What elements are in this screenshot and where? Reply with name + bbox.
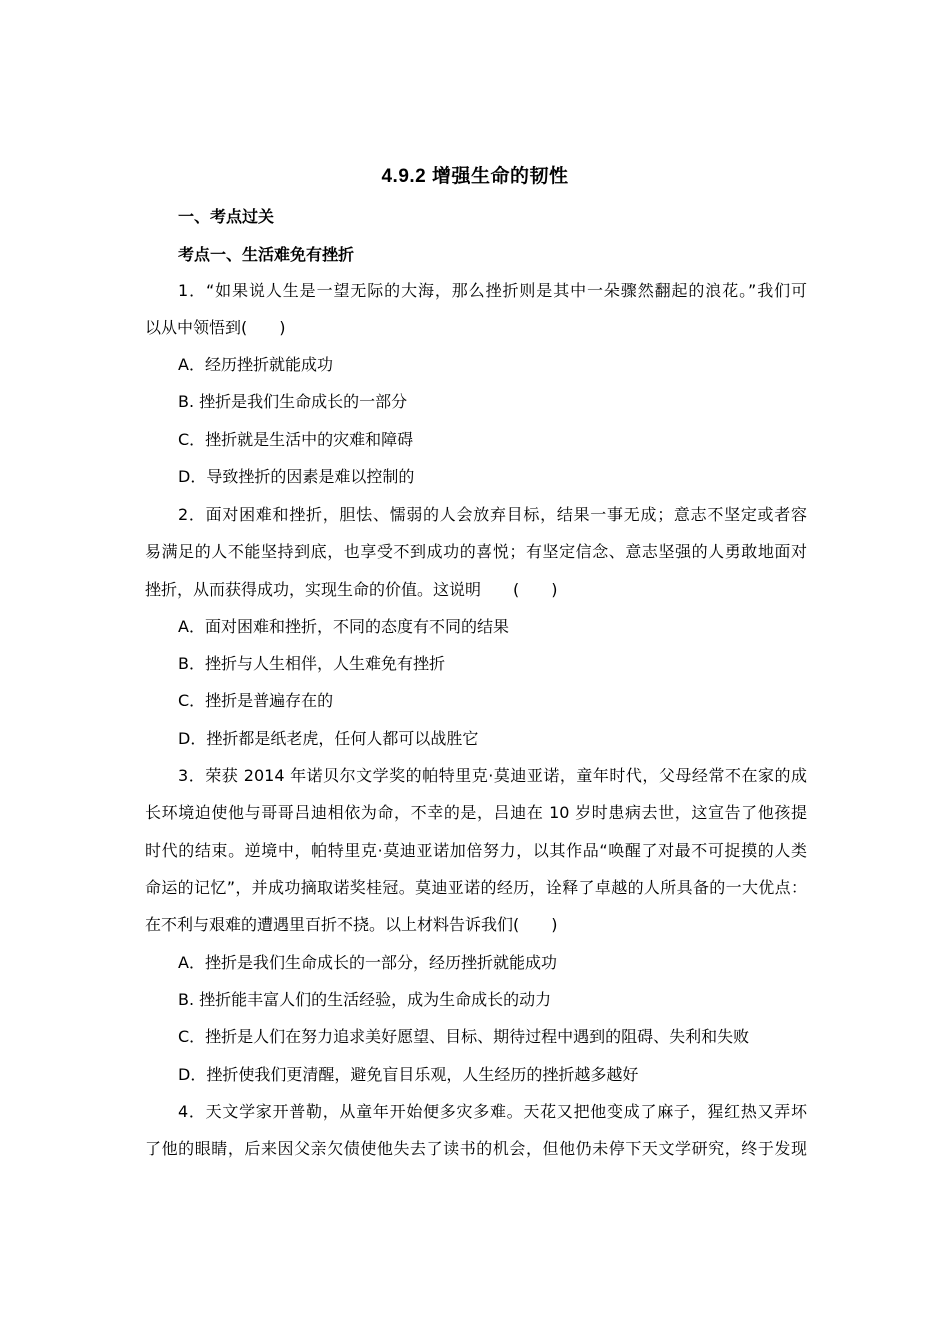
question-3-line-2: 长环境迫使他与哥哥吕迪相依为命，不幸的是，吕迪在 10 岁时患病去世，这宣告了他孩提 <box>145 803 807 822</box>
question-4-line-1: 4．天文学家开普勒，从童年开始便多灾多难。天花又把他变成了麻子，猩红热又弄坏 <box>178 1102 807 1121</box>
question-2-option-c: C．挫折是普遍存在的 <box>178 691 334 710</box>
question-2-line-2: 易满足的人不能坚持到底，也享受不到成功的喜悦；有坚定信念、意志坚强的人勇敢地面对 <box>145 542 807 561</box>
question-1-option-b: B. 挫折是我们生命成长的一部分 <box>178 392 408 411</box>
question-1-line-2: 以从中领悟到( ) <box>145 318 286 337</box>
question-3-option-c: C．挫折是人们在努力追求美好愿望、目标、期待过程中遇到的阻碍、失利和失败 <box>178 1027 750 1046</box>
question-2-option-d: D．挫折都是纸老虎，任何人都可以战胜它 <box>178 729 479 748</box>
question-1-option-a: A．经历挫折就能成功 <box>178 355 333 374</box>
question-3-option-b: B. 挫折能丰富人们的生活经验，成为生命成长的动力 <box>178 990 552 1009</box>
question-3-line-5: 在不利与艰难的遭遇里百折不挠。以上材料告诉我们( ) <box>145 915 558 934</box>
question-3-line-3: 时代的结束。逆境中，帕特里克·莫迪亚诺加倍努力，以其作品“唤醒了对最不可捉摸的人类 <box>145 841 807 860</box>
question-3-line-4: 命运的记忆”，并成功摘取诺奖桂冠。莫迪亚诺的经历，诠释了卓越的人所具备的一大优点： <box>145 878 807 897</box>
question-3-option-a: A．挫折是我们生命成长的一部分，经历挫折就能成功 <box>178 953 557 972</box>
question-4-line-2: 了他的眼睛，后来因父亲欠债使他失去了读书的机会，但他仍未停下天文学研究，终于发现 <box>145 1139 807 1158</box>
question-2-option-a: A．面对困难和挫折，不同的态度有不同的结果 <box>178 617 509 636</box>
question-2-option-b: B．挫折与人生相伴，人生难免有挫折 <box>178 654 445 673</box>
question-1-line-1: 1．“如果说人生是一望无际的大海，那么挫折则是其中一朵骤然翻起的浪花。”我们可 <box>178 281 807 300</box>
page-title: 4.9.2 增强生命的韧性 <box>381 166 569 187</box>
question-2-line-3: 挫折，从而获得成功，实现生命的价值。这说明 ( ) <box>145 580 558 599</box>
question-3-line-1: 3．荣获 2014 年诺贝尔文学奖的帕特里克·莫迪亚诺，童年时代，父母经常不在家的成 <box>178 766 807 785</box>
question-1-option-d: D．导致挫折的因素是难以控制的 <box>178 467 415 486</box>
question-2-line-1: 2．面对困难和挫折，胆怯、懦弱的人会放弃目标，结果一事无成；意志不坚定或者容 <box>178 505 807 524</box>
question-1-option-c: C．挫折就是生活中的灾难和障碍 <box>178 430 414 449</box>
topic-heading: 考点一、生活难免有挫折 <box>178 245 355 264</box>
section-heading: 一、考点过关 <box>178 207 275 226</box>
question-3-option-d: D．挫折使我们更清醒，避免盲目乐观，人生经历的挫折越多越好 <box>178 1065 639 1084</box>
